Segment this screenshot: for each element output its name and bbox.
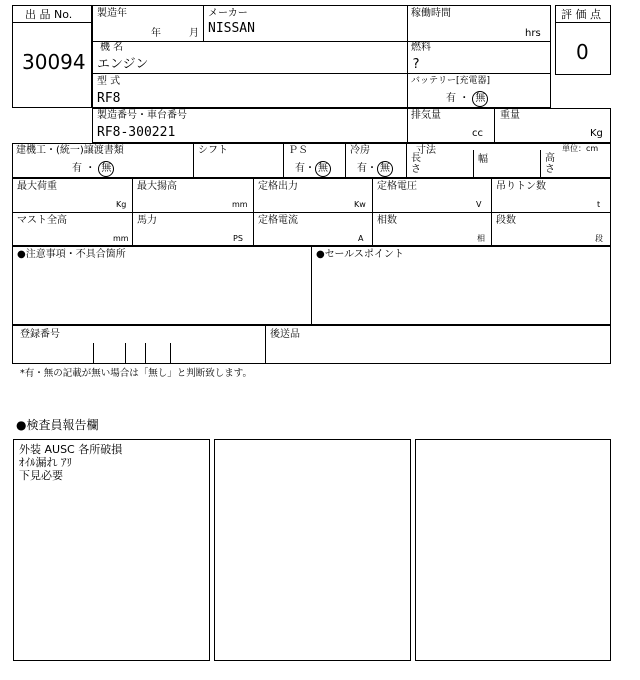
- dims-label: 寸法: [416, 145, 436, 156]
- doc-label: 建機工・(統一)譲渡書類: [16, 145, 124, 156]
- fuel-value: ?: [412, 57, 420, 72]
- inspector-title: ●検査員報告欄: [16, 418, 99, 432]
- fuel-label: 燃料: [411, 42, 431, 53]
- mast-height-unit: mm: [113, 234, 129, 243]
- ps-options: 有・ 無: [295, 161, 331, 177]
- battery-options: 有 ・ 無: [446, 91, 488, 107]
- max-load-unit: Kg: [116, 200, 127, 209]
- ps-label: ＰＳ: [288, 145, 308, 156]
- month-unit: 月: [189, 28, 199, 39]
- inspector-panel-1: [13, 439, 210, 661]
- dims-length: 長さ: [411, 153, 421, 175]
- shift-label: シフト: [198, 145, 228, 156]
- horsepower-unit: PS: [233, 234, 243, 243]
- stages-unit: 段: [595, 234, 603, 243]
- ac-options: 有・ 無: [357, 161, 393, 177]
- ps-no-circled: 無: [315, 161, 331, 177]
- lot-number-label: 出 品 No.: [25, 8, 73, 21]
- rated-voltage-unit: V: [476, 200, 482, 209]
- displacement-unit: cc: [472, 128, 483, 139]
- model-name-value: エンジン: [97, 57, 149, 72]
- battery-no-circled: 無: [472, 91, 488, 107]
- phases-unit: 相: [477, 234, 485, 243]
- model-type-label: 型 式: [97, 76, 121, 87]
- ac-label: 冷房: [350, 145, 370, 156]
- weight-label: 重量: [500, 110, 520, 121]
- horsepower-label: 馬力: [137, 215, 157, 226]
- rated-voltage-label: 定格電圧: [377, 181, 417, 192]
- dims-unit: 単位：cm: [562, 144, 599, 153]
- max-load-label: 最大荷重: [17, 181, 57, 192]
- dims-width: 幅: [478, 154, 488, 165]
- dims-height: 高さ: [545, 153, 555, 175]
- maker-label: メーカー: [208, 8, 248, 19]
- doc-options: 有 ・ 無: [72, 161, 114, 177]
- registration-label: 登録番号: [20, 329, 60, 340]
- year-label: 製造年: [97, 8, 127, 19]
- maker-value: NISSAN: [208, 21, 255, 36]
- max-lift-label: 最大揚高: [137, 181, 177, 192]
- mast-height-label: マスト全高: [17, 215, 67, 226]
- weight-unit: Kg: [590, 128, 603, 139]
- inspector-panel-3: [415, 439, 611, 661]
- footnote: *有・無の記載が無い場合は「無し」と判断致します。: [20, 368, 252, 379]
- sales-point-label: ●セールスポイント: [316, 249, 404, 260]
- rating-value: 0: [576, 40, 589, 64]
- inspector-line-2: ｵｲﾙ漏れ ｱﾘ: [19, 456, 72, 469]
- inspector-line-1: 外装 AUSC 各所破損: [19, 443, 123, 456]
- max-lift-unit: mm: [232, 200, 248, 209]
- doc-no-circled: 無: [98, 161, 114, 177]
- inspector-panel-2: [214, 439, 411, 661]
- lot-number: 30094: [22, 50, 86, 74]
- battery-yes: 有: [446, 93, 456, 104]
- rated-current-unit: A: [358, 234, 364, 243]
- rated-output-unit: Kw: [354, 200, 366, 209]
- inspector-line-3: 下見必要: [19, 469, 63, 482]
- phases-label: 相数: [377, 215, 397, 226]
- rating-label: 評 価 点: [561, 8, 601, 21]
- model-name-label: 機 名: [100, 42, 124, 53]
- serial-value: RF8-300221: [97, 125, 176, 140]
- lift-tons-label: 吊りトン数: [496, 181, 546, 192]
- rated-current-label: 定格電流: [258, 215, 298, 226]
- hours-unit: hrs: [525, 28, 541, 39]
- registration-box: [12, 325, 611, 364]
- ac-no-circled: 無: [377, 161, 393, 177]
- delivery-label: 後送品: [270, 329, 300, 340]
- serial-label: 製造番号・車台番号: [97, 110, 187, 121]
- stages-label: 段数: [496, 215, 516, 226]
- rated-output-label: 定格出力: [258, 181, 298, 192]
- hours-label: 稼働時間: [411, 8, 451, 19]
- battery-label: バッテリー[充電器]: [411, 76, 491, 86]
- displacement-label: 排気量: [411, 110, 441, 121]
- caution-label: ●注意事項・不具合箇所: [17, 249, 126, 260]
- year-unit: 年: [151, 28, 161, 39]
- model-type-value: RF8: [97, 91, 121, 106]
- lift-tons-unit: t: [597, 200, 601, 209]
